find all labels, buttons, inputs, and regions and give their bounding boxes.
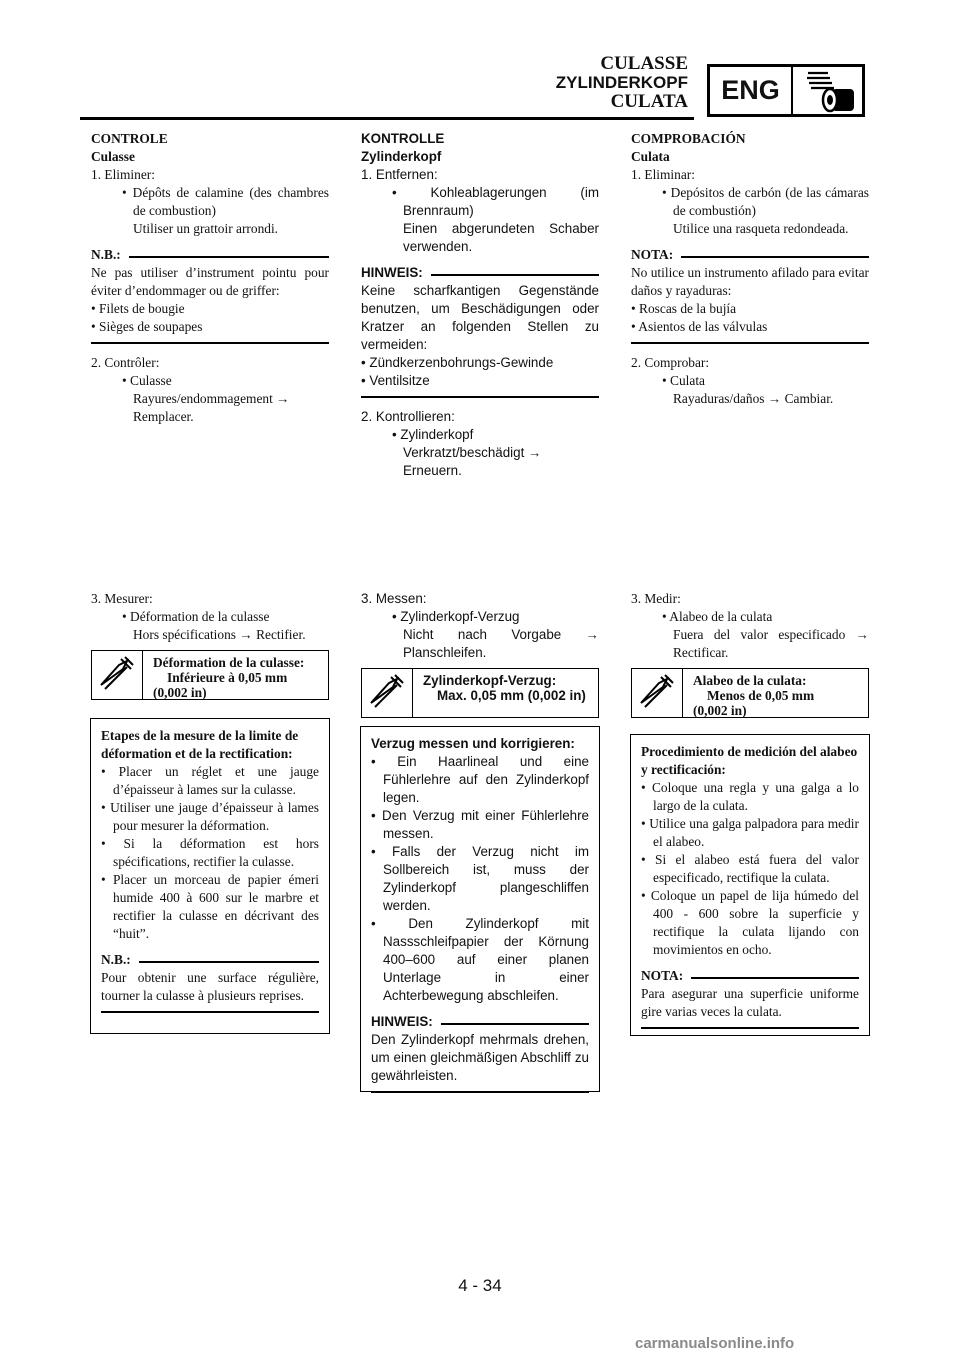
- fr-note-item: • Sièges de soupapes: [91, 319, 203, 334]
- fr-procedure-item: • Placer un réglet et une jauge d’épaisseur à lames sur la culasse.: [101, 764, 319, 797]
- es-procedure-item: • Si el alabeo está fuera del valor especificado, rectifique la culata.: [641, 852, 859, 885]
- fr-step-2-item: • Culasse: [122, 373, 172, 388]
- fr-procedure-note: Pour obtenir une surface régulière, tourner la culasse à plusieurs reprises.: [101, 970, 319, 1003]
- de-step-2-item: • Zylinderkopf: [392, 427, 474, 442]
- de-step-1-item: • Kohleablagerungen (im Brennraum): [392, 185, 599, 218]
- es-procedure-note: Para asegurar una superficie uniforme gire varias veces la culata.: [641, 986, 859, 1019]
- section-badge: [707, 64, 865, 117]
- de-procedure-note-title: HINWEIS:: [371, 1013, 589, 1031]
- es-note-title: NOTA:: [631, 246, 869, 264]
- fr-procedure-item: • Placer un morceau de papier émeri humide 400 à 600 sur le marbre et rectifier la culasse en décrivant des “huit”.: [101, 872, 319, 941]
- es-procedure-title: Procedimiento de medición del alabeo y rectificación:: [641, 744, 858, 777]
- es-note-item: • Roscas de la bujía: [631, 301, 737, 316]
- de-column-top: [361, 130, 599, 480]
- es-note-text: No utilice un instrumento afilado para evitar daños y rayaduras:: [631, 265, 869, 298]
- fr-note-rule: [91, 342, 329, 344]
- de-note-title: HINWEIS:: [361, 264, 599, 282]
- es-note-item: • Asientos de las válvulas: [631, 319, 768, 334]
- es-procedure-item: • Coloque una regla y una galga a lo largo de la culata.: [641, 780, 859, 813]
- es-step-1-detail: Utilice una rasqueta redondeada.: [673, 221, 849, 236]
- es-step-3-detail: Fuera del valor especificado → Rectificar.: [673, 627, 869, 660]
- fr-note-item: • Filets de bougie: [91, 301, 185, 316]
- caliper-icon: [362, 669, 413, 717]
- fr-procedure-note-title: N.B.:: [101, 951, 319, 969]
- fr-spec-box: [91, 650, 329, 700]
- es-spec-text: Alabeo de la culata: Menos de 0,05 mm (0,002 in): [693, 673, 815, 718]
- de-procedure-item: • Den Verzug mit einer Fühlerlehre messen.: [371, 808, 589, 841]
- fr-procedure-item: • Utiliser une jauge d’épaisseur à lames pour mesurer la déformation.: [101, 800, 319, 833]
- es-step-2-detail: Rayaduras/daños → Cambiar.: [673, 391, 834, 406]
- es-heading: COMPROBACIÓN: [631, 131, 746, 146]
- es-spec-box: [631, 668, 869, 718]
- fr-procedure-title: Etapes de la mesure de la limite de déformation et de la rectification:: [101, 728, 299, 761]
- fr-procedure-box: [90, 718, 330, 1034]
- de-procedure-rule: [371, 1091, 589, 1093]
- page-number: 4 - 34: [458, 1276, 502, 1295]
- de-step-2-detail: Verkratzt/beschädigt → Erneuern.: [403, 445, 542, 478]
- es-step-2-item: • Culata: [662, 373, 705, 388]
- es-step-3-item: • Alabeo de la culata: [662, 609, 773, 624]
- fr-procedure-item: • Si la déformation est hors spécifications, rectifier la culasse.: [101, 836, 319, 869]
- fr-step-1-item: • Dépôts de calamine (des chambres de combustion): [122, 185, 329, 218]
- es-column-top: [631, 130, 869, 408]
- es-step-3: 3. Medir:: [631, 591, 681, 606]
- de-subheading: Zylinderkopf: [361, 149, 442, 164]
- header-title-es: CULATA: [610, 91, 688, 112]
- es-procedure-rule: [641, 1027, 859, 1029]
- es-procedure-item: • Coloque un papel de lija húmedo del 400 - 600 sobre la superficie y rectifique la culata lijando con movimientos en ocho.: [641, 888, 859, 957]
- fr-note-title: N.B.:: [91, 246, 329, 264]
- de-step-1-detail: Einen abgerundeten Schaber verwenden.: [403, 221, 599, 254]
- fr-subheading: Culasse: [91, 149, 135, 164]
- header-title-de: ZYLINDERKOPF: [555, 73, 688, 92]
- es-step-3-block: [631, 590, 869, 662]
- caliper-icon: [92, 651, 143, 699]
- header-title-fr: CULASSE: [600, 53, 688, 74]
- fr-note-text: Ne pas utiliser d’instrument pointu pour éviter d’endommager ou de griffer:: [91, 265, 329, 298]
- de-spec-text: Zylinderkopf-Verzug: Max. 0,05 mm (0,002 in): [423, 673, 586, 703]
- fr-column-top: [91, 130, 329, 426]
- de-step-1: 1. Entfernen:: [361, 167, 438, 182]
- fr-step-2: 2. Contrôler:: [91, 355, 160, 370]
- fr-step-2-detail: Rayures/endommagement → Remplacer.: [133, 391, 290, 424]
- de-procedure-note: Den Zylinderkopf mehrmals drehen, um einen gleichmäßigen Abschliff zu gewährleisten.: [371, 1032, 589, 1083]
- de-procedure-item: • Ein Haarlineal und eine Fühlerlehre auf den Zylinderkopf legen.: [371, 754, 589, 805]
- es-step-1-item: • Depósitos de carbón (de las cámaras de combustión): [662, 185, 869, 218]
- fr-procedure-rule: [101, 1011, 319, 1013]
- de-step-3-detail: Nicht nach Vorgabe → Planschleifen.: [403, 627, 599, 660]
- watermark: carmanualsonline.info: [635, 1335, 795, 1352]
- header-rule: [80, 117, 694, 120]
- es-procedure-box: [630, 734, 870, 1036]
- fr-step-3-detail: Hors spécifications → Rectifier.: [133, 627, 306, 642]
- fr-step-3-item: • Déformation de la culasse: [122, 609, 270, 624]
- es-subheading: Culata: [631, 149, 670, 164]
- es-procedure-note-title: NOTA:: [641, 967, 859, 985]
- de-step-3-item: • Zylinderkopf-Verzug: [392, 609, 520, 624]
- fr-step-3: 3. Mesurer:: [91, 591, 153, 606]
- de-note-rule: [361, 396, 599, 398]
- es-procedure-item: • Utilice una galga palpadora para medir el alabeo.: [641, 816, 859, 849]
- de-heading: KONTROLLE: [361, 131, 445, 146]
- de-procedure-item: • Den Zylinderkopf mit Nassschleifpapier der Körnung 400–600 auf einer planen Unterlage in einer Achterbewegung abschleifen.: [371, 916, 589, 1003]
- de-procedure-box: [360, 726, 600, 1092]
- es-note-rule: [631, 342, 869, 344]
- de-note-text: Keine scharfkantigen Gegenstände benutzen, um Beschädigungen oder Kratzer an folgenden Stellen zu vermeiden:: [361, 283, 599, 352]
- engine-icon: [793, 67, 862, 114]
- de-spec-box: [361, 668, 599, 718]
- de-step-2: 2. Kontrollieren:: [361, 409, 455, 424]
- fr-spec-text: Déformation de la culasse: Inférieure à 0,05 mm (0,002 in): [153, 655, 305, 700]
- de-note-item: • Zündkerzenbohrungs-Gewinde: [361, 355, 554, 370]
- es-step-1: 1. Eliminar:: [631, 167, 695, 182]
- de-procedure-title: Verzug messen und korrigieren:: [371, 736, 575, 751]
- fr-step-1-detail: Utiliser un grattoir arrondi.: [133, 221, 279, 236]
- fr-heading: CONTROLE: [91, 131, 168, 146]
- de-procedure-item: • Falls der Verzug nicht im Sollbereich ist, muss der Zylinderkopf plangeschliffen werden.: [371, 844, 589, 913]
- fr-step-1: 1. Eliminer:: [91, 167, 155, 182]
- section-label: ENG: [710, 67, 793, 114]
- de-step-3-block: [361, 590, 599, 662]
- fr-step-3-block: [91, 590, 329, 644]
- caliper-icon: [632, 669, 683, 717]
- de-step-3: 3. Messen:: [361, 591, 427, 606]
- es-step-2: 2. Comprobar:: [631, 355, 710, 370]
- de-note-item: • Ventilsitze: [361, 373, 430, 388]
